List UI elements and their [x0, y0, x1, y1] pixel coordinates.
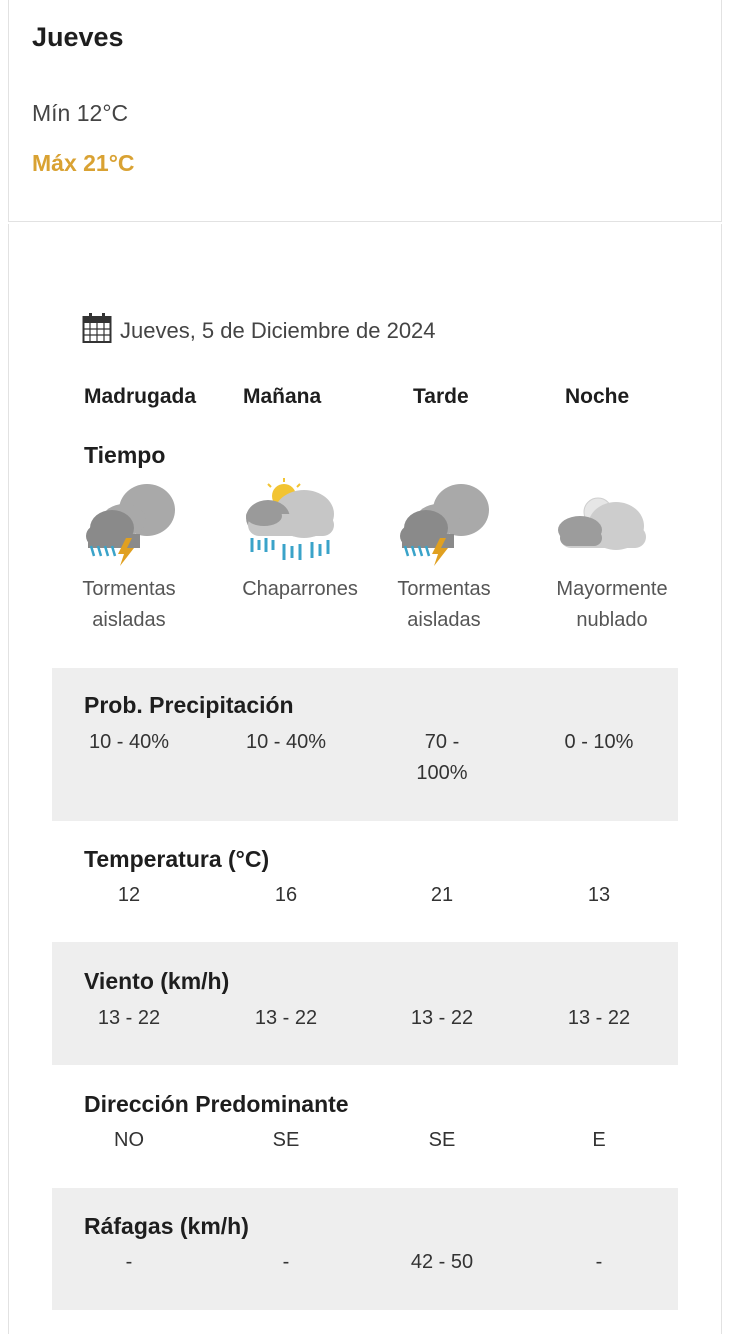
calendar-icon	[82, 312, 120, 350]
condition-noche: Mayormente nublado	[556, 578, 668, 631]
condition-tarde: Tormentas aisladas	[397, 578, 491, 631]
wind-label: Viento (km/h)	[84, 968, 230, 994]
temperature-madrugada: 12	[117, 884, 141, 906]
gusts-madrugada: -	[125, 1251, 133, 1273]
mostly-cloudy-night-icon	[554, 478, 654, 573]
gusts-manana: -	[282, 1251, 290, 1273]
weather-label: Tiempo	[84, 442, 166, 468]
period-tarde: Tarde	[413, 385, 469, 408]
gusts-noche: -	[595, 1251, 603, 1273]
direction-tarde: SE	[428, 1129, 456, 1151]
isolated-storms-icon-2	[396, 478, 496, 573]
period-noche: Noche	[565, 385, 630, 408]
showers-icon	[240, 478, 340, 573]
gusts-label: Ráfagas (km/h)	[84, 1213, 249, 1239]
date-row	[82, 312, 436, 350]
precip-manana: 10 - 40%	[245, 731, 327, 753]
day-title: Jueves	[32, 22, 124, 52]
isolated-storms-icon	[82, 478, 182, 573]
temperature-manana: 16	[274, 884, 298, 906]
wind-noche: 13 - 22	[567, 1007, 631, 1029]
min-temperature: Mín 12°C	[32, 100, 129, 126]
direction-manana: SE	[272, 1129, 300, 1151]
precip-label: Prob. Precipitación	[84, 692, 294, 718]
direction-madrugada: NO	[114, 1129, 144, 1151]
precip-madrugada: 10 - 40%	[88, 731, 170, 753]
gusts-tarde: 42 - 50	[410, 1251, 474, 1273]
direction-noche: E	[592, 1129, 606, 1151]
date-text: Jueves, 5 de Diciembre de 2024	[120, 318, 436, 343]
condition-manana: Chaparrones	[242, 578, 358, 600]
temperature-label: Temperatura (°C)	[84, 846, 270, 872]
precip-noche: 0 - 10%	[564, 731, 634, 753]
wind-tarde: 13 - 22	[410, 1007, 474, 1029]
temperature-tarde: 21	[430, 884, 454, 906]
precip-tarde: 70 - 100%	[416, 731, 468, 784]
direction-label: Dirección Predominante	[84, 1091, 349, 1117]
period-madrugada: Madrugada	[84, 385, 197, 408]
condition-madrugada: Tormentas aisladas	[82, 578, 176, 631]
wind-madrugada: 13 - 22	[97, 1007, 161, 1029]
wind-manana: 13 - 22	[254, 1007, 318, 1029]
period-manana: Mañana	[243, 385, 322, 408]
max-temperature: Máx 21°C	[32, 150, 135, 176]
temperature-noche: 13	[587, 884, 611, 906]
